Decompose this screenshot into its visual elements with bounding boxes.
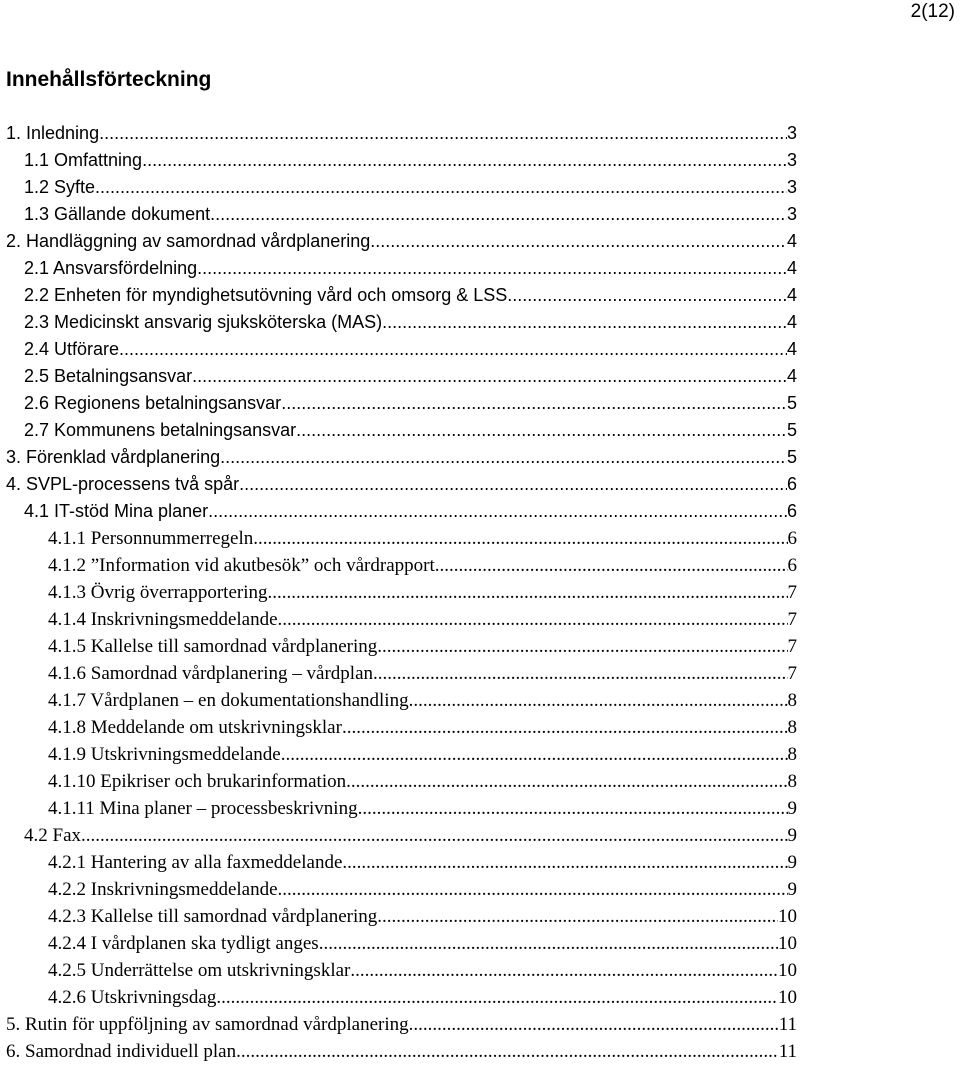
toc-entry[interactable] (6, 957, 797, 984)
dot-leader (197, 255, 787, 282)
toc-entry-page: 6 (787, 528, 797, 549)
dot-leader (208, 498, 787, 525)
toc-entry[interactable] (6, 120, 797, 147)
dot-leader (95, 174, 787, 201)
toc-entry-title: 4.1.6 Samordnad vårdplanering – vårdplan (48, 663, 374, 684)
dot-leader (281, 390, 787, 417)
toc-entry-page: 3 (786, 123, 797, 143)
dot-leader (268, 579, 788, 606)
toc-entry[interactable] (6, 390, 797, 417)
dot-leader (239, 471, 787, 498)
dot-leader (382, 309, 787, 336)
dot-leader (210, 201, 787, 228)
toc-entry-page: 10 (778, 906, 797, 927)
toc-entry[interactable] (6, 309, 797, 336)
toc-entry-title: 4.1.8 Meddelande om utskrivningsklar (48, 717, 342, 738)
toc-entry-page: 8 (787, 744, 797, 765)
toc-entry[interactable] (6, 687, 797, 714)
toc-entry-page: 6 (786, 474, 797, 494)
toc-entry-page: 3 (786, 150, 797, 170)
toc-entry[interactable] (6, 174, 797, 201)
toc-entry[interactable] (6, 1011, 797, 1038)
toc-entry-page: 4 (786, 285, 797, 305)
toc-entry-title: 4.1 IT-stöd Mina planer (24, 501, 209, 521)
toc-list (6, 120, 797, 1065)
toc-entry-page: 3 (786, 177, 797, 197)
dot-leader (319, 930, 778, 957)
dot-leader (346, 768, 787, 795)
toc-entry-title: 2.3 Medicinskt ansvarig sjuksköterska (MAS) (24, 312, 383, 332)
toc-entry[interactable] (6, 768, 797, 795)
dot-leader (278, 876, 788, 903)
toc-entry-title: 4.2.2 Inskrivningsmeddelande (48, 879, 278, 900)
toc-entry-title: 2. Handläggning av samordnad vårdplanering (6, 231, 371, 251)
toc-entry[interactable] (6, 606, 797, 633)
toc-entry-title: 2.5 Betalningsansvar (24, 366, 193, 386)
toc-entry-title: 4.1.9 Utskrivningsmeddelande (48, 744, 281, 765)
toc-entry[interactable] (6, 417, 797, 444)
toc-entry-page: 8 (787, 690, 797, 711)
toc-entry-title: 4.1.4 Inskrivningsmeddelande (48, 609, 278, 630)
toc-entry-title: 4.2.3 Kallelse till samordnad vårdplanering (48, 906, 378, 927)
dot-leader (409, 687, 788, 714)
dot-leader (377, 633, 787, 660)
toc-entry-page: 11 (778, 1041, 797, 1062)
page-number: 2(12) (910, 1, 955, 22)
dot-leader (253, 525, 787, 552)
dot-leader (350, 957, 778, 984)
dot-leader (358, 795, 788, 822)
toc-entry-title: 2.2 Enheten för myndighetsutövning vård och omsorg & LSS (24, 285, 508, 305)
toc-entry-page: 9 (787, 825, 797, 846)
toc-entry[interactable] (6, 660, 797, 687)
toc-entry[interactable] (6, 930, 797, 957)
toc-entry-title: 4.1.1 Personnummerregeln (48, 528, 254, 549)
toc-entry[interactable] (6, 876, 797, 903)
toc-entry[interactable] (6, 498, 797, 525)
toc-entry-title: 3. Förenklad vårdplanering (6, 447, 221, 467)
dot-leader (296, 417, 787, 444)
dot-leader (409, 1011, 779, 1038)
toc-entry-title: 2.1 Ansvarsfördelning (24, 258, 198, 278)
toc-entry-page: 5 (786, 420, 797, 440)
dot-leader (435, 552, 788, 579)
toc-entry[interactable] (6, 471, 797, 498)
toc-entry-page: 9 (787, 798, 797, 819)
toc-entry-title: 4.1.3 Övrig överrapportering (48, 582, 268, 603)
toc-entry-title: 4. SVPL-processens två spår (6, 474, 240, 494)
toc-entry-page: 11 (778, 1014, 797, 1035)
toc-entry-page: 7 (787, 636, 797, 657)
toc-entry-title: 2.4 Utförare (24, 339, 120, 359)
toc-entry-page: 4 (786, 258, 797, 278)
toc-entry-page: 7 (787, 609, 797, 630)
toc-entry[interactable] (6, 255, 797, 282)
toc-entry-title: 4.1.7 Vårdplanen – en dokumentationshandling (48, 690, 409, 711)
toc-entry[interactable] (6, 984, 797, 1011)
toc-entry[interactable] (6, 147, 797, 174)
toc-entry[interactable] (6, 849, 797, 876)
toc-entry[interactable] (6, 363, 797, 390)
toc-entry-page: 7 (787, 582, 797, 603)
dot-leader (99, 120, 787, 147)
toc-entry-page: 4 (786, 366, 797, 386)
toc-entry[interactable] (6, 201, 797, 228)
dot-leader (507, 282, 787, 309)
toc-entry[interactable] (6, 444, 797, 471)
toc-entry[interactable] (6, 525, 797, 552)
dot-leader (220, 444, 787, 471)
toc-entry-title: 1.3 Gällande dokument (24, 204, 211, 224)
toc-entry[interactable] (6, 282, 797, 309)
toc-entry-page: 9 (787, 879, 797, 900)
toc-entry-page: 7 (787, 663, 797, 684)
toc-entry-title: 6. Samordnad individuell plan (6, 1041, 237, 1062)
toc-entry-title: 4.2.5 Underrättelse om utskrivningsklar (48, 960, 351, 981)
toc-entry-title: 4.1.10 Epikriser och brukarinformation (48, 771, 347, 792)
toc-entry-title: 4.1.5 Kallelse till samordnad vårdplanering (48, 636, 378, 657)
toc-entry-title: 4.1.11 Mina planer – processbeskrivning (48, 798, 358, 819)
toc-title: Innehållsförteckning (6, 68, 212, 91)
toc-entry[interactable] (6, 714, 797, 741)
toc-entry-page: 10 (778, 960, 797, 981)
toc-entry[interactable] (6, 822, 797, 849)
toc-entry-title: 4.1.2 ”Information vid akutbesök” och vårdrapport (48, 555, 435, 576)
toc-entry[interactable] (6, 741, 797, 768)
toc-entry[interactable] (6, 579, 797, 606)
toc-entry-title: 2.7 Kommunens betalningsansvar (24, 420, 297, 440)
toc-entry-title: 4.2.4 I vårdplanen ska tydligt anges (48, 933, 319, 954)
toc-entry-page: 4 (786, 339, 797, 359)
toc-entry[interactable] (6, 336, 797, 363)
toc-entry-title: 5. Rutin för uppföljning av samordnad vårdplanering (6, 1014, 409, 1035)
dot-leader (342, 714, 788, 741)
toc-entry-page: 10 (778, 933, 797, 954)
toc-entry-page: 6 (787, 555, 797, 576)
toc-entry[interactable] (6, 228, 797, 255)
toc-entry-page: 8 (787, 771, 797, 792)
toc-entry-title: 4.2 Fax (24, 825, 81, 846)
toc-entry-page: 4 (786, 312, 797, 332)
toc-entry-page: 9 (787, 852, 797, 873)
toc-entry-title: 1.1 Omfattning (24, 150, 143, 170)
dot-leader (370, 228, 787, 255)
toc-entry[interactable] (6, 633, 797, 660)
dot-leader (281, 741, 788, 768)
toc-entry-page: 5 (786, 447, 797, 467)
toc-entry-title: 4.2.6 Utskrivningsdag (48, 987, 217, 1008)
dot-leader (278, 606, 788, 633)
toc-entry-page: 10 (778, 987, 797, 1008)
toc-entry-title: 1.2 Syfte (24, 177, 96, 197)
dot-leader (373, 660, 787, 687)
toc-entry[interactable] (6, 552, 797, 579)
toc-entry-page: 6 (786, 501, 797, 521)
toc-entry-title: 2.6 Regionens betalningsansvar (24, 393, 282, 413)
toc-entry-page: 8 (787, 717, 797, 738)
dot-leader (142, 147, 787, 174)
dot-leader (81, 822, 788, 849)
toc-entry-page: 3 (786, 204, 797, 224)
toc-entry[interactable] (6, 903, 797, 930)
dot-leader (216, 984, 778, 1011)
toc-entry-title: 1. Inledning (6, 123, 100, 143)
toc-entry-title: 4.2.1 Hantering av alla faxmeddelande (48, 852, 343, 873)
dot-leader (119, 336, 787, 363)
toc-entry-page: 4 (786, 231, 797, 251)
dot-leader (192, 363, 787, 390)
dot-leader (342, 849, 787, 876)
dot-leader (377, 903, 778, 930)
toc-entry[interactable] (6, 795, 797, 822)
toc-entry-page: 5 (786, 393, 797, 413)
